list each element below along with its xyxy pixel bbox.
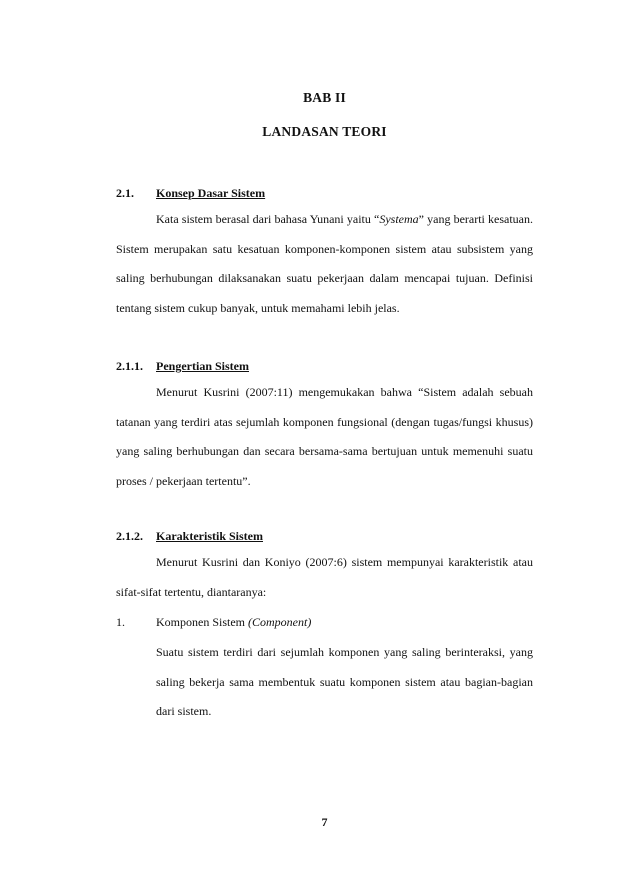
paragraph-text: ” yang berarti kesatuan. Sistem merupakan satu kesatuan komponen-komponen sistem atau subsistem yang saling berhubungan dilaksanakan suatu pekerjaan dalam mencapai tujuan. Definisi tentang sistem cukup banyak, untuk memahami lebih jelas. <box>116 212 533 315</box>
section-title: Pengertian Sistem <box>156 359 249 373</box>
section-number: 2.1.1. <box>116 359 143 373</box>
paragraph: Menurut Kusrini (2007:11) mengemukakan bahwa “Sistem adalah sebuah tatanan yang terdiri atas sejumlah komponen fungsional (dengan tugas/fungsi khusus) yang saling berhubungan dan secara bersama-sama bertujuan untuk memenuhi suatu proses / pekerjaan tertentu”. <box>116 385 533 488</box>
list-item-number: 1. <box>116 615 125 629</box>
subsection-heading <box>116 529 263 544</box>
emphasis-text: Systema <box>379 212 419 226</box>
list-item <box>116 608 533 638</box>
page-number: 7 <box>321 815 328 829</box>
paragraph: Menurut Kusrini dan Koniyo (2007:6) sistem mempunyai karakteristik atau sifat-sifat tertentu, diantaranya: <box>116 555 533 599</box>
list-item-label: Komponen Sistem <box>156 615 248 629</box>
section-heading <box>116 186 265 201</box>
section-title: Karakteristik Sistem <box>156 529 263 543</box>
paragraph-text: Kata sistem berasal dari bahasa Yunani yaitu “ <box>156 212 380 226</box>
chapter-title: BAB II <box>303 90 346 105</box>
section-title: Konsep Dasar Sistem <box>156 186 266 200</box>
list-item-body: Suatu sistem terdiri dari sejumlah komponen yang saling berinteraksi, yang saling bekerja sama membentuk suatu komponen sistem atau bagian-bagian dari sistem. <box>156 645 533 718</box>
chapter-subtitle: LANDASAN TEORI <box>262 124 387 139</box>
paragraph <box>116 205 533 323</box>
section-number: 2.1. <box>116 186 134 200</box>
section-number: 2.1.2. <box>116 529 143 543</box>
list-item-label-emphasis: (Component) <box>248 615 312 629</box>
subsection-heading <box>116 359 249 374</box>
